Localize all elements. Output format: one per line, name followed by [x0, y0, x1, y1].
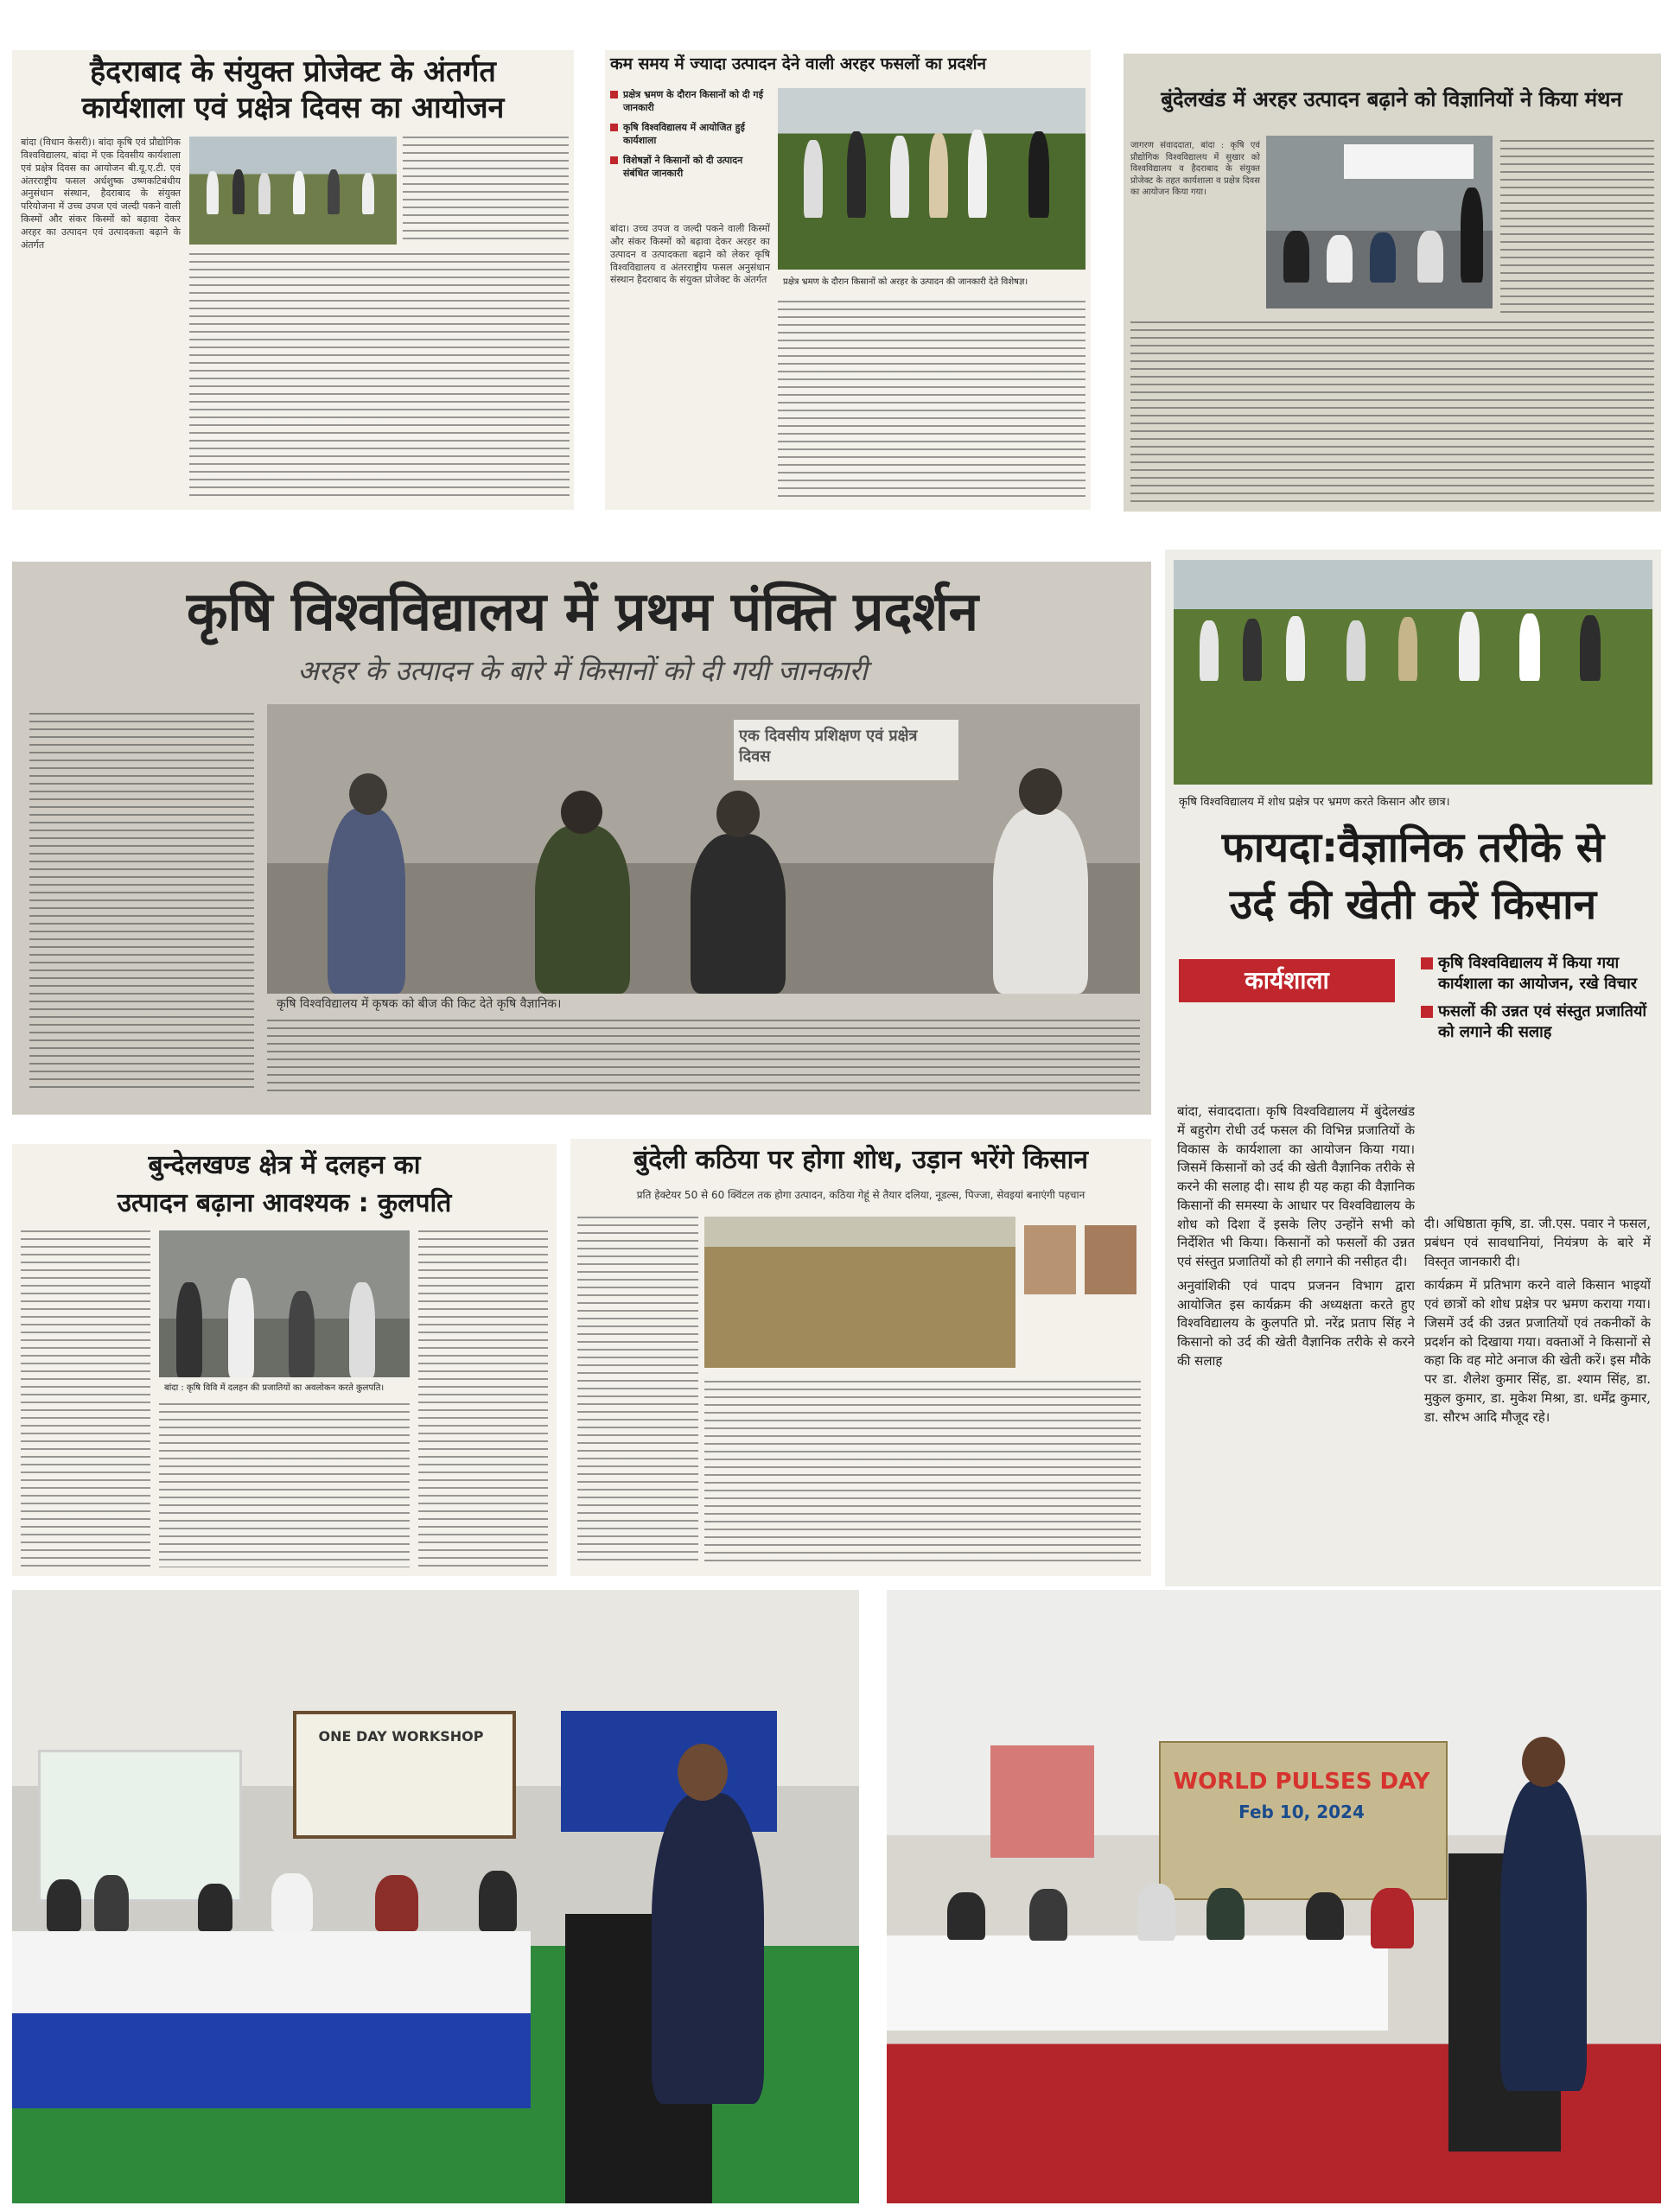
clipping-frontline-demo [12, 562, 1151, 1115]
article-left-column [29, 713, 254, 1093]
bullet-box [610, 88, 770, 180]
clipping-bundeli-kathia [570, 1139, 1151, 1576]
article-column-2: दी। अधिष्ठाता कृषि, डा. जी.एस. पवार ने फसल, प्रबंधन एवं सावधानियां, नियंत्रण के बारे में विस्तृत जानकारी दी। कार्यक्रम में प्रतिभाग करने वाले किसान भाइयों एवं छात्रों को शोध प्रक्षेत्र पर भ्रमण कराया गया। जिसमें उर्द की उन्नत प्रजातियों एवं तकनीकों के प्रदर्शन को दिखाया गया। वक्ताओं ने किसानों से कहा कि वह मोटे अनाज की खेती करें। इस मौके पर डा. शैलेश कुमार सिंह, डा. श्याम सिंह, डा. मुकुल कुमार, डा. मुकेश मिश्रा, डा. धर्मेंद्र कुमार, डा. सौरभ आदि मौजूद रहे। [1424, 1216, 1651, 1425]
photo-caption: कृषि विश्वविद्यालय में शोध प्रक्षेत्र पर भ्रमण करते किसान और छात्र। [1179, 796, 1450, 809]
article-mid-columns [704, 1381, 1141, 1562]
news-photo-portrait-2 [1085, 1225, 1136, 1294]
article-columns [189, 253, 570, 499]
window-curtains-left [990, 1745, 1094, 1858]
bullet-box [1421, 952, 1654, 1042]
dais-table-skirt [12, 2013, 531, 2108]
dais-table [887, 1936, 1388, 2031]
news-photo-portrait-1 [1024, 1225, 1076, 1294]
event-photo-workshop [12, 1590, 859, 2203]
headline-line-1: फायदा:वैज्ञानिक तरीके से [1221, 823, 1605, 872]
photo-caption: कृषि विश्वविद्यालय में कृषक को बीज की किट देते कृषि वैज्ञानिक। [277, 997, 562, 1011]
article-columns [778, 301, 1085, 501]
clipping-hyderabad-project [12, 50, 574, 510]
article-lead: बांदा (विधान केसरी)। बांदा कृषि एवं प्रौद्योगिक विश्वविद्यालय, बांदा में एक दिवसीय कार्यशाला एवं प्रक्षेत्र दिवस का आयोजन बी.यू.ए.टी. एवं अंतरराष्ट्रीय फसल अर्धशुष्क उष्णकटिबंधीय अनुसंधान संस्थान, हैदराबाद के संयुक्त परियोजना में उच्च उपज एवं जल्दी पकने वाली किस्मों और संकर किस्मों को बढ़ावा देकर अरहर का उत्पादन एवं उत्पादकता बढ़ाने के अंतर्गत [21, 137, 181, 251]
article-left-column [577, 1217, 698, 1562]
headline-line-1: हैदराबाद के संयुक्त प्रोजेक्ट के अंतर्गत [90, 54, 496, 89]
news-photo-field [778, 88, 1085, 270]
section-tag: कार्यशाला [1179, 959, 1395, 1002]
subheadline: अरहर के उत्पादन के बारे में किसानों को दी गयी जानकारी [297, 654, 868, 687]
headline: बुंदेली कठिया पर होगा शोध, उड़ान भरेंगे किसान [633, 1145, 1089, 1175]
photo-caption: प्रक्षेत्र भ्रमण के दौरान किसानों को अरहर के उत्पादन की जानकारी देते विशेषज्ञ। [783, 277, 1028, 287]
subheadline: प्रति हेक्टेयर 50 से 60 क्विंटल तक होगा उत्पादन, कठिया गेहूं से तैयार दलिया, नूडल्स, पिज्जा, सेवइयां बनाएंगी पहचान [636, 1189, 1085, 1201]
pulses-banner-title: WORLD PULSES DAY [1173, 1769, 1430, 1795]
article-lead: जागरण संवाददाता, बांदा : कृषि एवं प्रौद्योगिक विश्वविद्यालय में सुखार को विश्वविद्यालय व हैदराबाद के संयुक्त प्रोजेक्ट के तहत कार्यशाला व प्रक्षेत्र दिवस का आयोजन किया गया। [1130, 141, 1260, 197]
headline-line-2: उर्द की खेती करें किसान [1229, 880, 1597, 929]
headline: बुंदेलखंड में अरहर उत्पादन बढ़ाने को विज्ञानियों ने किया मंथन [1161, 87, 1622, 111]
bullet-item: कृषि विश्वविद्यालय में किया गया कार्यशाला का आयोजन, रखे विचार [1421, 952, 1654, 994]
article-right-column [418, 1230, 548, 1567]
article-left-column [21, 1230, 150, 1567]
clipping-arhar-demonstration [605, 50, 1091, 510]
dais-table [12, 1931, 531, 2013]
article-column-1: बांदा, संवाददाता। कृषि विश्वविद्यालय में बुंदेलखंड में बहुरोग रोधी उर्द फसल की विभिन्न प्रजातियों के विकास के कार्यशाला का आयोजन किया गया। जिसमें किसानों को उर्द की खेती वैज्ञानिक तरीके से करने की सलाह दी। साथ ही यह कहा की वैज्ञानिक किसानों की समस्या के आधार पर विश्वविद्यालय के शोध को दिशा दें इसके लिए उन्होंने सभी को निर्देशित भी किया। किसानों को फसलों की उन्नत एवं संस्तुत प्रजातियों को ही लगाने की नसीहत दी। अनुवांशिकी एवं पादप प्रजनन विभाग द्वारा आयोजित इस कार्यक्रम की अध्यक्षता करते हुए विश्वविद्यालय के कुलपति प्रो. नरेंद्र प्रताप सिंह ने किसानो को उर्द की खेती वैज्ञानिक तरीके से करने की सलाह [1177, 1103, 1415, 1369]
article-columns-top [403, 137, 569, 245]
photo-banner: एक दिवसीय प्रशिक्षण एवं प्रक्षेत्र दिवस [734, 720, 958, 780]
bullet-item: प्रक्षेत्र भ्रमण के दौरान किसानों को दी गई जानकारी [610, 88, 770, 114]
article-lead: बांदा। उच्च उपज व जल्दी पकने वाली किस्मों और संकर किस्मों को बढ़ावा देकर अरहर का उत्पादन व उत्पादकता बढ़ाने को लेकर कृषि विश्वविद्यालय व अंतरराष्ट्रीय फसल अनुसंधान संस्थान हैदराबाद के संयुक्त प्रोजेक्ट के अंतर्गत [610, 223, 770, 286]
photo-caption: बांदा : कृषि विवि में दलहन की प्रजातियों का अवलोकन करते कुलपति। [164, 1383, 385, 1393]
news-photo-meeting [1266, 136, 1493, 308]
window-curtains [561, 1711, 777, 1832]
news-photo-field-visit [189, 137, 397, 245]
bullet-item: फसलों की उन्नत एवं संस्तुत प्रजातियों को लगाने की सलाह [1421, 1001, 1654, 1042]
news-photo-vc-visit [159, 1230, 410, 1377]
workshop-banner [293, 1711, 516, 1839]
workshop-banner-title: ONE DAY WORKSHOP [318, 1728, 484, 1745]
article-columns [267, 1020, 1140, 1097]
news-photo-wheat-field [704, 1217, 1015, 1368]
news-photo-field-tour [1174, 560, 1652, 785]
pulses-banner-date: Feb 10, 2024 [1238, 1802, 1365, 1822]
bullet-item: विशेषज्ञों ने किसानों को दी उत्पादन संबंधित जानकारी [610, 154, 770, 180]
clipping-bundelkhand-arhar [1124, 54, 1661, 512]
pulses-banner [1159, 1741, 1448, 1900]
headline-line-1: बुन्देलखण्ड क्षेत्र में दलहन का [148, 1150, 421, 1180]
clipping-urad-farming [1165, 550, 1661, 1586]
headline-line-2: कार्यशाला एवं प्रक्षेत्र दिवस का आयोजन [81, 91, 505, 125]
news-photo-seed-kit [267, 704, 1140, 994]
headline: कम समय में ज्यादा उत्पादन देने वाली अरहर फसलों का प्रदर्शन [610, 54, 987, 73]
clipping-pulses-bundelkhand [12, 1144, 557, 1576]
article-columns [1130, 321, 1654, 503]
article-mid-columns [159, 1403, 410, 1567]
speaker [652, 1793, 764, 2104]
headline: कृषि विश्वविद्यालय में प्रथम पंक्ति प्रदर्शन [186, 580, 979, 643]
bullet-item: कृषि विश्वविद्यालय में आयोजित हुई कार्यशाला [610, 121, 770, 147]
event-photo-pulses-day [887, 1590, 1661, 2203]
headline-line-2: उत्पादन बढ़ाना आवश्यक : कुलपति [117, 1188, 452, 1218]
speaker [1500, 1780, 1587, 2091]
article-columns-right [1500, 140, 1654, 313]
